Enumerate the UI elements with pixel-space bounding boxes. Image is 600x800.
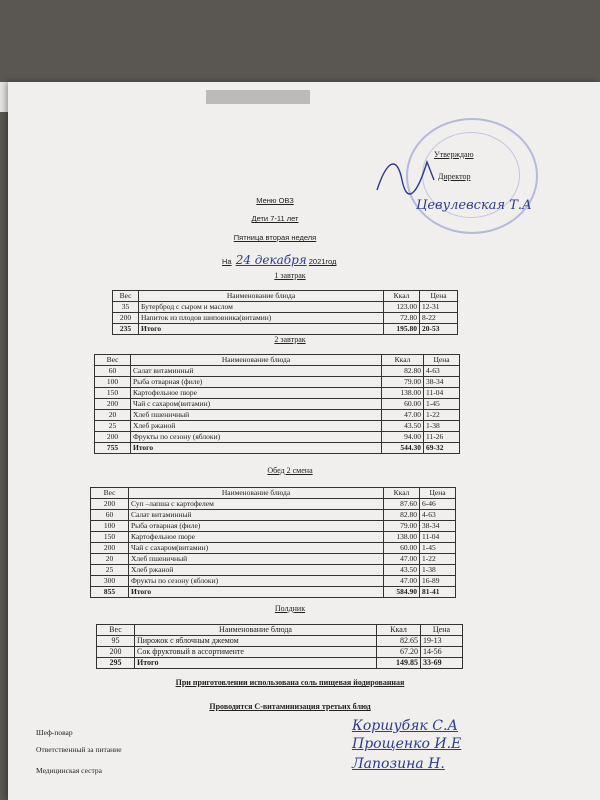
dish-cell: Напиток из плодов шиповника(витамин) (139, 313, 384, 324)
price-cell: 12-31 (420, 302, 458, 313)
weight-cell: 100 (95, 377, 131, 388)
kcal-cell: 138.00 (384, 532, 420, 543)
weight-cell: 150 (91, 532, 129, 543)
table-row (95, 377, 460, 388)
kcal-cell: 94.00 (382, 432, 424, 443)
weight-cell: 200 (91, 499, 129, 510)
kcal-cell: 195.80 (384, 324, 420, 335)
weight-cell: 60 (91, 510, 129, 521)
chef-role: Шеф-повар (36, 728, 73, 737)
column-header: Вес (91, 488, 129, 499)
price-cell: 19-13 (421, 636, 463, 647)
price-cell: 4-63 (420, 510, 456, 521)
table-row (91, 543, 456, 554)
dish-cell: Бутерброд с сыром и маслом (139, 302, 384, 313)
director-label: Директор (438, 172, 471, 181)
kcal-cell: 123.00 (384, 302, 420, 313)
weight-cell: 235 (113, 324, 139, 335)
dish-cell: Пирожок с яблочным джемом (135, 636, 377, 647)
dish-cell: Итого (129, 587, 384, 598)
price-cell: 1-38 (420, 565, 456, 576)
price-cell: 1-45 (420, 543, 456, 554)
table-row (95, 388, 460, 399)
age-group: Дети 7-11 лет (251, 214, 299, 223)
dish-cell: Сок фруктовый в ассортименте (135, 647, 377, 658)
nutrition-signature: Прощенко И.Е (352, 736, 462, 752)
kcal-cell: 138.00 (382, 388, 424, 399)
chef-signature: Коршубяк С.А (352, 718, 458, 734)
weight-cell: 20 (91, 554, 129, 565)
column-header: Ккал (384, 291, 420, 302)
table-row (97, 647, 463, 658)
date-line (222, 253, 336, 267)
price-cell: 1-45 (424, 399, 460, 410)
column-header: Цена (420, 291, 458, 302)
dish-cell: Салат витаминный (129, 510, 384, 521)
column-header: Наименование блюда (139, 291, 384, 302)
table-row (91, 565, 456, 576)
kcal-cell: 67.20 (377, 647, 421, 658)
total-row (91, 587, 456, 598)
weight-cell: 150 (95, 388, 131, 399)
section-title: 2 завтрак (274, 335, 306, 344)
kcal-cell: 87.60 (384, 499, 420, 510)
column-header: Вес (97, 625, 135, 636)
weight-cell: 300 (91, 576, 129, 587)
table-row (91, 521, 456, 532)
weight-cell: 60 (95, 366, 131, 377)
price-cell: 16-89 (420, 576, 456, 587)
dish-cell: Картофельное пюре (131, 388, 382, 399)
price-cell: 69-32 (424, 443, 460, 454)
dish-cell: Суп –лапша с картофелем (129, 499, 384, 510)
kcal-cell: 149.85 (377, 658, 421, 669)
kcal-cell: 79.00 (384, 521, 420, 532)
price-cell: 38-34 (420, 521, 456, 532)
column-header: Наименование блюда (135, 625, 377, 636)
price-cell: 14-56 (421, 647, 463, 658)
table-row (91, 576, 456, 587)
date-handwritten: 24 декабря (235, 253, 307, 267)
breakfast1-table (112, 290, 458, 335)
table-row (113, 313, 458, 324)
dish-cell: Фрукты по сезону (яблоки) (131, 432, 382, 443)
dish-cell: Фрукты по сезону (яблоки) (129, 576, 384, 587)
weight-cell: 100 (91, 521, 129, 532)
weight-cell: 95 (97, 636, 135, 647)
menu-title: Меню ОВЗ (256, 196, 294, 205)
section-title: 1 завтрак (274, 271, 306, 280)
price-cell: 6-46 (420, 499, 456, 510)
total-row (95, 443, 460, 454)
price-cell: 11-04 (420, 532, 456, 543)
weight-cell: 855 (91, 587, 129, 598)
column-header: Вес (95, 355, 131, 366)
kcal-cell: 47.00 (384, 576, 420, 587)
weight-cell: 295 (97, 658, 135, 669)
table-row (95, 421, 460, 432)
table-row (97, 636, 463, 647)
column-header: Цена (421, 625, 463, 636)
section-title: Полдник (274, 604, 306, 613)
table-row (113, 302, 458, 313)
kcal-cell: 43.50 (384, 565, 420, 576)
dish-cell: Итого (139, 324, 384, 335)
price-cell: 33-69 (421, 658, 463, 669)
total-row (97, 658, 463, 669)
weight-cell: 35 (113, 302, 139, 313)
column-header: Ккал (382, 355, 424, 366)
table-row (95, 366, 460, 377)
total-row (113, 324, 458, 335)
weight-cell: 200 (95, 399, 131, 410)
weight-cell: 755 (95, 443, 131, 454)
table-header (95, 355, 460, 366)
dish-cell: Хлеб ржаной (131, 421, 382, 432)
table-row (95, 410, 460, 421)
weight-cell: 25 (95, 421, 131, 432)
dish-cell: Хлеб пшеничный (131, 410, 382, 421)
table-row (95, 399, 460, 410)
kcal-cell: 584.90 (384, 587, 420, 598)
dish-cell: Итого (135, 658, 377, 669)
price-cell: 38-34 (424, 377, 460, 388)
kcal-cell: 60.00 (384, 543, 420, 554)
table-row (91, 554, 456, 565)
table-row (91, 510, 456, 521)
weight-cell: 200 (97, 647, 135, 658)
table-row (91, 532, 456, 543)
weight-cell: 25 (91, 565, 129, 576)
kcal-cell: 82.80 (384, 510, 420, 521)
dish-cell: Картофельное пюре (129, 532, 384, 543)
lunch-table (90, 487, 456, 598)
date-prefix: На (222, 257, 232, 266)
date-suffix: 2021год (308, 257, 337, 266)
dish-cell: Итого (131, 443, 382, 454)
weight-cell: 200 (91, 543, 129, 554)
nurse-signature: Лапозина Н. (352, 756, 445, 772)
table-row (91, 499, 456, 510)
column-header: Цена (420, 488, 456, 499)
vitamin-note: Проводится С-витаминизация третьих блюд (209, 702, 371, 711)
kcal-cell: 79.00 (382, 377, 424, 388)
approve-label: Утверждаю (434, 150, 474, 159)
weight-cell: 200 (95, 432, 131, 443)
signature-scribble (372, 150, 442, 200)
column-header: Ккал (377, 625, 421, 636)
column-header: Ккал (384, 488, 420, 499)
price-cell: 1-22 (420, 554, 456, 565)
kcal-cell: 47.00 (384, 554, 420, 565)
kcal-cell: 60.00 (382, 399, 424, 410)
breakfast2-table (94, 354, 460, 454)
snack-table (96, 624, 463, 669)
nutrition-role: Ответственный за питание (36, 745, 122, 754)
table-header (113, 291, 458, 302)
kcal-cell: 82.80 (382, 366, 424, 377)
dish-cell: Хлеб пшеничный (129, 554, 384, 565)
column-header: Цена (424, 355, 460, 366)
dish-cell: Рыба отварная (филе) (129, 521, 384, 532)
table-header (97, 625, 463, 636)
dish-cell: Рыба отварная (филе) (131, 377, 382, 388)
kcal-cell: 43.50 (382, 421, 424, 432)
kcal-cell: 72.80 (384, 313, 420, 324)
dish-cell: Салат витаминный (131, 366, 382, 377)
dish-cell: Хлеб ржаной (129, 565, 384, 576)
table-header (91, 488, 456, 499)
price-cell: 11-26 (424, 432, 460, 443)
section-title: Обед 2 смена (267, 466, 313, 475)
dish-cell: Чай с сахаром(витамин) (131, 399, 382, 410)
kcal-cell: 544.30 (382, 443, 424, 454)
nurse-role: Медицинская сестра (36, 766, 102, 775)
weight-cell: 200 (113, 313, 139, 324)
column-header: Наименование блюда (129, 488, 384, 499)
week-day: Пятница вторая неделя (233, 233, 317, 242)
price-cell: 81-41 (420, 587, 456, 598)
kcal-cell: 47.00 (382, 410, 424, 421)
salt-note: При приготовлении использована соль пищевая йодированная (175, 678, 405, 687)
dish-cell: Чай с сахаром(витамин) (129, 543, 384, 554)
price-cell: 1-22 (424, 410, 460, 421)
price-cell: 8-22 (420, 313, 458, 324)
kcal-cell: 82.65 (377, 636, 421, 647)
column-header: Вес (113, 291, 139, 302)
price-cell: 1-38 (424, 421, 460, 432)
binder-tab (206, 90, 310, 104)
price-cell: 4-63 (424, 366, 460, 377)
column-header: Наименование блюда (131, 355, 382, 366)
table-row (95, 432, 460, 443)
price-cell: 11-04 (424, 388, 460, 399)
weight-cell: 20 (95, 410, 131, 421)
director-signature: Цевулевская Т.А (416, 198, 532, 213)
price-cell: 20-53 (420, 324, 458, 335)
